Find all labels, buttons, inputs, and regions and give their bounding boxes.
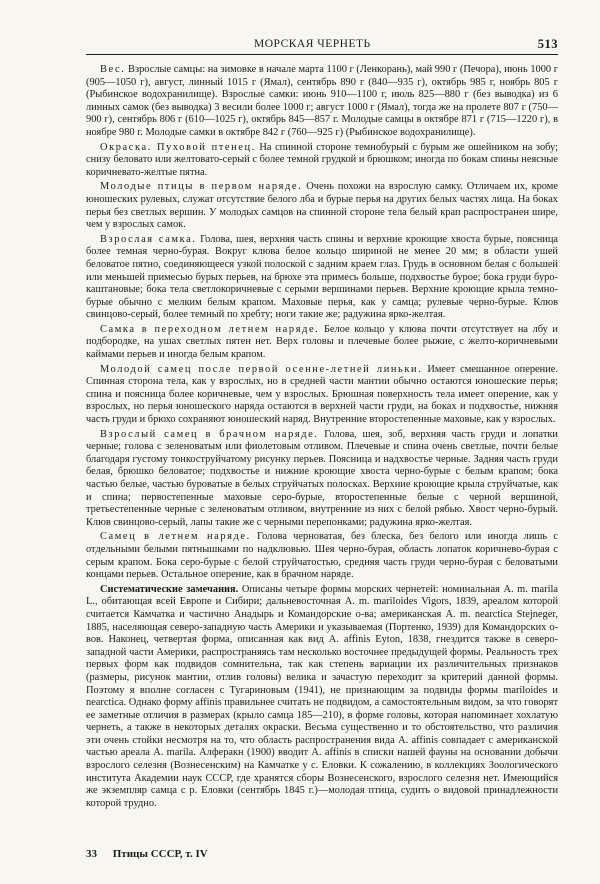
running-title: МОРСКАЯ ЧЕРНЕТЬ (254, 38, 371, 50)
page-body (86, 64, 558, 812)
paragraph-text: Описаны четыре формы морских чернетей: номинальная A. m. marila L., обитающая всей Европе и Сибири; дальневосточная A. m. mariloides Vigors, 1839, ареалом которой считается Камчатка и частично Анадырь и Командорские о-ва; американская A. m. nearctica Stejneger, 1885, населяющая северо-западную часть Америки и указываемая (Портенко, 1939) для Командорских о-вов. Наконец, четвертая форма, описанная как вид A. affinis Eyton, 1838, гнездится также в северо-западной части Америки, распространяясь там несколько восточнее предыдущей формы. Реальность трех первых форм как подвидов сомнительна, так как степень вариации их различительных признаков (размеры, рисунок мантии, отлив головы) велика и зачастую переходит за критерий данной формы. Поэтому я вполне согласен с Тугариновым (1941), не признающим за подвиды формы mariloides и nearctica. Однако форму affinis правильнее считать не подвидом, а самостоятельным видом, за что говорят ее заметные отличия в размерах (крыло самца 185—210), в форме головы, которая напоминает хохлатую чернеть, а также в некоторых деталях окраски. Весьма существенно и то обстоятельство, что различия эти очень стойки несмотря на то, что область распространения вида A. affinis совпадает с американской частью ареала A. marila. Алферакн (1900) вводит A. affinis в списки нашей фауны на основании добычи взрослого селезня (Вознесенским) на Камчатке у с. Еловки. К сожалению, в коллекциях Зоологического института Академии наук СССР, где хранятся сборы Вознесенского, взрослого селезня нет. Имеющийся же экземпляр самца с р. Еловки (сентябрь 1845 г.)—молодая птица, судить о видовой принадлежности которой трудно. (86, 583, 558, 809)
paragraph-text: Голова, шея, зоб, верхняя часть груди и лопатки черные; голова с зеленоватым или фиолетовым отливом. Плечевые и спина очень светлые, почти белые благодаря густому тонкоструйчатому рисунку перьев. Поясница и надхвостье черные. Задняя часть груди белая, брюшко беловатое; подхвостье и нижние кроющие хвоста черно-бурые с белым крапом; бока частью белые, частью буроватые в белых струйчатых полосках. Верхние кроющие крыла струйчатые, как и спина; первостепенные маховые серо-бурые, второстепенные белые с черной вершиной, третьестепенные черные с зеленоватым отливом, внутренние из них с белой рябью. Хвост черно-бурый. Клюв свинцово-серый, лапы такие же с черными перепонками; радужина ярко-желтая. (86, 428, 558, 528)
paragraph-lead: Систематические замечания. (100, 583, 239, 595)
paragraph-downy-chick (86, 142, 558, 180)
paragraph-lead: Самец в летнем наряде. (100, 531, 251, 543)
paragraph-text: Имеет смешанное оперение. Спинная сторона тела, как у взрослых, но в средней части мантии обычно остаются юношеские перья; спина и поясница более коричневые, чем у взрослых. Брюшная поверхность тела имеет оперение, как у взрослых, но перья юношеского наряда остаются в верхней части груди, на боках и подхвостье, нижняя часть груди и брюхо сохраняют юношеский наряд. Внутренние второстепенные маховые, как у взрослых. (86, 363, 558, 426)
paragraph-young-male (86, 364, 558, 427)
paragraph-juvenile (86, 181, 558, 231)
paragraph-male-summer (86, 531, 558, 581)
signature-mark: 33 (86, 848, 97, 860)
paragraph-female-summer (86, 324, 558, 362)
page-number: 513 (537, 37, 558, 51)
paragraph-text: Белое кольцо у клюва почти отсутствует на лбу и подбородке, на ушах светлых пятен нет. Верх головы и плечевые более рыжие, с желто-коричневыми каймами перьев и иногда белым крапом. (86, 323, 558, 361)
paragraph-weight (86, 64, 558, 140)
paragraph-adult-male-breeding (86, 429, 558, 530)
paragraph-lead: Вес. (100, 64, 126, 75)
paragraph-text: Очень похожи на взрослую самку. Отличаем их, кроме юношеских рулевых, служат отсутствие белого лба и бурые перья на других белых частях лица. На боках перья без светлых вершин. У молодых самцов на спинной стороне тела белый крап распространен шире, чем у взрослых самок. (86, 181, 558, 231)
paragraph-lead: Молодой самец после первой осенне-летней линьки. (100, 363, 423, 375)
paragraph-adult-female (86, 234, 558, 322)
footer-text: Птицы СССР, т. IV (112, 848, 208, 860)
paragraph-lead: Самка в переходном летнем наряде. (100, 323, 320, 335)
paragraph-lead: Взрослый самец в брачном наряде. (100, 428, 319, 440)
paragraph-lead: Взрослая самка. (100, 233, 197, 245)
paragraph-lead: Окраска. Пуховой птенец. (100, 141, 256, 153)
running-header (86, 36, 558, 55)
paragraph-text: На спинной стороне темнобурый с бурым же ошейником на зобу; снизу беловато или желтовато-серый с более темной грудкой и брюшком; иногда по бокам спины неясные коричневато-желтые пятна. (86, 141, 558, 178)
paragraph-text: Голова черноватая, без блеска, без белого или иногда лишь с отдельными белыми пятнышками по надклювью. Шея черно-бурая, область лопаток коричнево-бурая с серым крапом. Бока серо-бурые с белой струйчатостью, средняя часть груди черно-бурая с беловатыми концами перьев. Остальное оперение, как в брачном наряде. (86, 531, 558, 581)
paragraph-systematics (86, 584, 558, 811)
page-footer (86, 848, 208, 860)
paragraph-text: Взрослые самцы: на зимовке в начале марта 1100 г (Ленкорань), май 990 г (Печора), июнь 1000 г (905—1050 г), август, линный 1015 г (Ямал), сентябрь 890 г (840—935 г), октябрь 985 г, ноябрь 805 г (Рыбинское водохранилище). Взрослые самки: июнь 910—1100 г, июль 825—880 г (без выводка) из 6 линных самок (без выводка) 3 весили более 1000 г; август 1000 г (Ямал), тогда же на пролете 807 г (750—900 г), сентябрь 806 г (610—1025 г), октябрь 845—857 г. Молодые самцы в октябре 871 г (715—1220 г), в ноябре 980 г. Молодые самки в октябре 842 г (760—925 г) (Рыбинское водохранилище). (86, 64, 558, 138)
paragraph-text: Голова, шея, верхняя часть спины и верхние кроющие хвоста бурые, поясница более темная черно-бурая. Вокруг клюва белое кольцо шириной не менее 20 мм; в области ушей беловатое пятно, соединяющееся узкой полоской с задним краем глаз. Грудь в основном белая с большей или меньшей примесью бурых перьев, на брюхе эта примесь больше, подхвостье бурое; бока груди буро-каштановые; бока тела светлокоричневые с серыми вершинами перьев. Верхние кроющие крыла темно-бурые обычно с мелким белым крапом. Маховые перья, как у самца; рулевые черно-бурые. Клюв свинцово-серый, более темный по хребту; ноги такие же; радужина ярко-желтая. (86, 233, 558, 321)
paragraph-lead: Молодые птицы в первом наряде. (100, 181, 303, 193)
